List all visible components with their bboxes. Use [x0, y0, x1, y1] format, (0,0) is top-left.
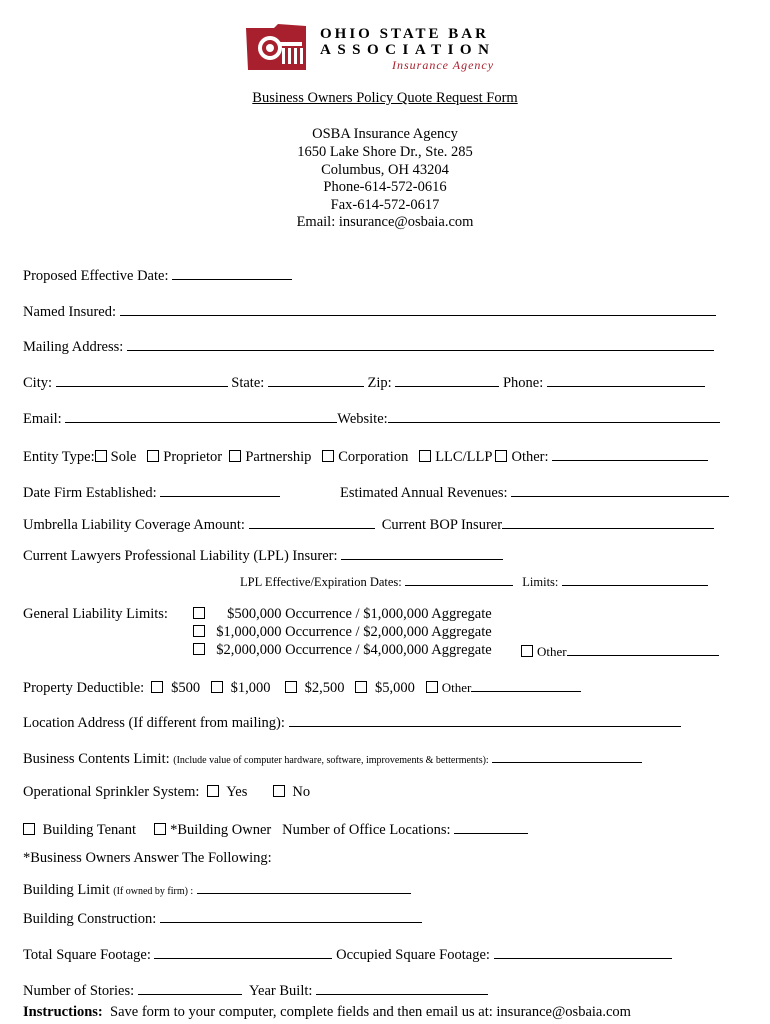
- logo-line3: Insurance Agency: [392, 58, 495, 72]
- entity-option-other: Other:: [511, 449, 549, 465]
- gl-option-2-label: $1,000,000 Occurrence / $2,000,000 Aggregate: [216, 624, 492, 640]
- deductible-5000-checkbox[interactable]: [355, 681, 367, 693]
- deductible-1000-checkbox[interactable]: [211, 681, 223, 693]
- location-row: [23, 713, 681, 732]
- entity-llc-checkbox[interactable]: [419, 450, 431, 462]
- stories-label: Number of Stories:: [23, 983, 135, 999]
- contents-row: [23, 749, 642, 768]
- website-field[interactable]: [388, 409, 720, 423]
- sprinkler-yes-checkbox[interactable]: [207, 785, 219, 797]
- umbrella-row: [23, 515, 714, 534]
- building-limit-field[interactable]: [197, 880, 411, 894]
- entity-option-llc: LLC/LLP: [435, 449, 492, 465]
- email-row: [23, 409, 720, 428]
- current-lpl-row: [23, 546, 503, 565]
- total-sqft-field[interactable]: [154, 945, 332, 959]
- construction-label: Building Construction:: [23, 911, 157, 927]
- year-built-field[interactable]: [316, 981, 488, 995]
- entity-other-checkbox[interactable]: [495, 450, 507, 462]
- location-field[interactable]: [289, 713, 681, 727]
- deductible-other-checkbox[interactable]: [426, 681, 438, 693]
- deductible-other: Other: [441, 680, 472, 695]
- mailing-address-row: [23, 337, 714, 356]
- instructions-label: Instructions:: [23, 1004, 103, 1020]
- agency-fax: Fax-614-572-0617: [330, 197, 440, 213]
- gl-option-3-checkbox[interactable]: [193, 643, 205, 655]
- gl-other-label: Other: [537, 644, 567, 659]
- city-field[interactable]: [56, 373, 228, 387]
- building-limit-label: Building Limit: [23, 882, 110, 898]
- state-field[interactable]: [268, 373, 364, 387]
- mailing-address-label: Mailing Address:: [23, 339, 124, 355]
- osba-logo-icon: [244, 24, 308, 72]
- building-tenant-checkbox[interactable]: [23, 823, 35, 835]
- phone-label: Phone:: [502, 375, 544, 391]
- mailing-address-field[interactable]: [127, 337, 714, 351]
- zip-field[interactable]: [395, 373, 499, 387]
- lpl-dates-field[interactable]: [405, 572, 513, 586]
- current-bop-field[interactable]: [502, 515, 714, 529]
- deductible-500-checkbox[interactable]: [151, 681, 163, 693]
- effective-date-field[interactable]: [172, 266, 292, 280]
- building-limit-row: [23, 880, 411, 899]
- named-insured-row: [23, 302, 716, 321]
- entity-corporation-checkbox[interactable]: [322, 450, 334, 462]
- gl-option-2: [193, 624, 492, 641]
- current-lpl-label: Current Lawyers Professional Liability (LPL) Insurer:: [23, 548, 338, 564]
- agency-name: OSBA Insurance Agency: [312, 126, 458, 142]
- construction-row: [23, 909, 422, 928]
- office-locations-field[interactable]: [454, 820, 528, 834]
- logo-line2: ASSOCIATION: [320, 42, 496, 58]
- umbrella-field[interactable]: [249, 515, 375, 529]
- entity-option-sole: Sole: [110, 449, 137, 465]
- construction-field[interactable]: [160, 909, 422, 923]
- named-insured-label: Named Insured:: [23, 304, 117, 320]
- email-field[interactable]: [65, 409, 337, 423]
- instructions-row: [23, 1004, 631, 1021]
- deductible-label: Property Deductible:: [23, 680, 145, 696]
- entity-type-label: Entity Type:: [23, 449, 95, 465]
- building-owner-checkbox[interactable]: [154, 823, 166, 835]
- occupied-sqft-field[interactable]: [494, 945, 672, 959]
- deductible-2500-checkbox[interactable]: [285, 681, 297, 693]
- email-label: Email:: [23, 411, 62, 427]
- instructions-text: Save form to your computer, complete fields and then email us at: insurance@osbaia.com: [110, 1004, 631, 1020]
- form-title: Business Owners Policy Quote Request Form: [252, 90, 518, 106]
- gl-other-checkbox[interactable]: [521, 645, 533, 657]
- gl-limits-label: General Liability Limits:: [23, 606, 168, 622]
- contents-note: (Include value of computer hardware, software, improvements & betterments):: [173, 755, 489, 766]
- date-established-row: [23, 483, 280, 502]
- date-established-field[interactable]: [160, 483, 280, 497]
- agency-email: Email: insurance@osbaia.com: [296, 214, 474, 230]
- stories-row: [23, 981, 488, 1000]
- entity-other-field[interactable]: [552, 447, 708, 461]
- sprinkler-yes: Yes: [226, 784, 248, 800]
- agency-phone: Phone-614-572-0616: [323, 179, 447, 195]
- contents-field[interactable]: [492, 749, 642, 763]
- lpl-limits-label: Limits:: [522, 575, 559, 589]
- deductible-5000: $5,000: [374, 680, 415, 696]
- deductible-other-field[interactable]: [471, 678, 581, 692]
- gl-option-1-checkbox[interactable]: [193, 607, 205, 619]
- date-established-label: Date Firm Established:: [23, 485, 157, 501]
- gl-other-field[interactable]: [567, 642, 719, 656]
- city-row: [23, 373, 705, 392]
- zip-label: Zip:: [367, 375, 392, 391]
- agency-address1: 1650 Lake Shore Dr., Ste. 285: [297, 144, 473, 160]
- deductible-500: $500: [171, 680, 201, 696]
- agency-address2: Columbus, OH 43204: [321, 162, 449, 178]
- sqft-row: [23, 945, 672, 964]
- sprinkler-row: [23, 784, 310, 801]
- gl-option-3-label: $2,000,000 Occurrence / $4,000,000 Aggregate: [216, 642, 492, 658]
- sprinkler-label: Operational Sprinkler System:: [23, 784, 200, 800]
- entity-partnership-checkbox[interactable]: [229, 450, 241, 462]
- building-tenant: Building Tenant: [42, 822, 136, 838]
- revenues-label: Estimated Annual Revenues:: [340, 485, 508, 501]
- owners-answer-heading: *Business Owners Answer The Following:: [23, 850, 272, 866]
- entity-option-corporation: Corporation: [338, 449, 409, 465]
- gl-other-row: [521, 642, 719, 660]
- stories-field[interactable]: [138, 981, 242, 995]
- logo: [244, 24, 544, 74]
- building-row: [23, 820, 528, 839]
- building-owner: *Building Owner: [170, 822, 272, 838]
- entity-type-row: [23, 447, 708, 466]
- total-sqft-label: Total Square Footage:: [23, 947, 151, 963]
- logo-line1: OHIO STATE BAR: [320, 26, 489, 42]
- sprinkler-no: No: [292, 784, 311, 800]
- gl-option-1-label: $500,000 Occurrence / $1,000,000 Aggregate: [227, 606, 492, 622]
- named-insured-field[interactable]: [120, 302, 716, 316]
- revenues-row: [340, 483, 729, 502]
- state-label: State:: [231, 375, 265, 391]
- current-bop-label: Current BOP Insurer: [381, 517, 503, 533]
- gl-option-3: [193, 642, 492, 659]
- lpl-limits-field[interactable]: [562, 572, 708, 586]
- lpl-dates-row: [240, 572, 708, 590]
- effective-date-row: [23, 266, 292, 285]
- deductible-1000: $1,000: [230, 680, 271, 696]
- building-limit-note: (If owned by firm) :: [113, 886, 194, 897]
- gl-option-1: [193, 606, 492, 623]
- year-built-label: Year Built:: [249, 983, 313, 999]
- entity-sole-checkbox[interactable]: [95, 450, 107, 462]
- phone-field[interactable]: [547, 373, 705, 387]
- gl-option-2-checkbox[interactable]: [193, 625, 205, 637]
- city-label: City:: [23, 375, 53, 391]
- office-locations-label: Number of Office Locations:: [282, 822, 451, 838]
- deductible-2500: $2,500: [304, 680, 345, 696]
- umbrella-label: Umbrella Liability Coverage Amount:: [23, 517, 245, 533]
- revenues-field[interactable]: [511, 483, 729, 497]
- website-label: Website:: [337, 411, 388, 427]
- entity-option-partnership: Partnership: [245, 449, 312, 465]
- occupied-sqft-label: Occupied Square Footage:: [336, 947, 490, 963]
- effective-date-label: Proposed Effective Date:: [23, 268, 169, 284]
- lpl-dates-label: LPL Effective/Expiration Dates:: [240, 575, 402, 589]
- current-lpl-field[interactable]: [341, 546, 503, 560]
- sprinkler-no-checkbox[interactable]: [273, 785, 285, 797]
- deductible-row: [23, 678, 581, 697]
- entity-proprietor-checkbox[interactable]: [147, 450, 159, 462]
- entity-option-proprietor: Proprietor: [163, 449, 223, 465]
- contents-label: Business Contents Limit:: [23, 751, 170, 767]
- location-label: Location Address (If different from mailing):: [23, 715, 285, 731]
